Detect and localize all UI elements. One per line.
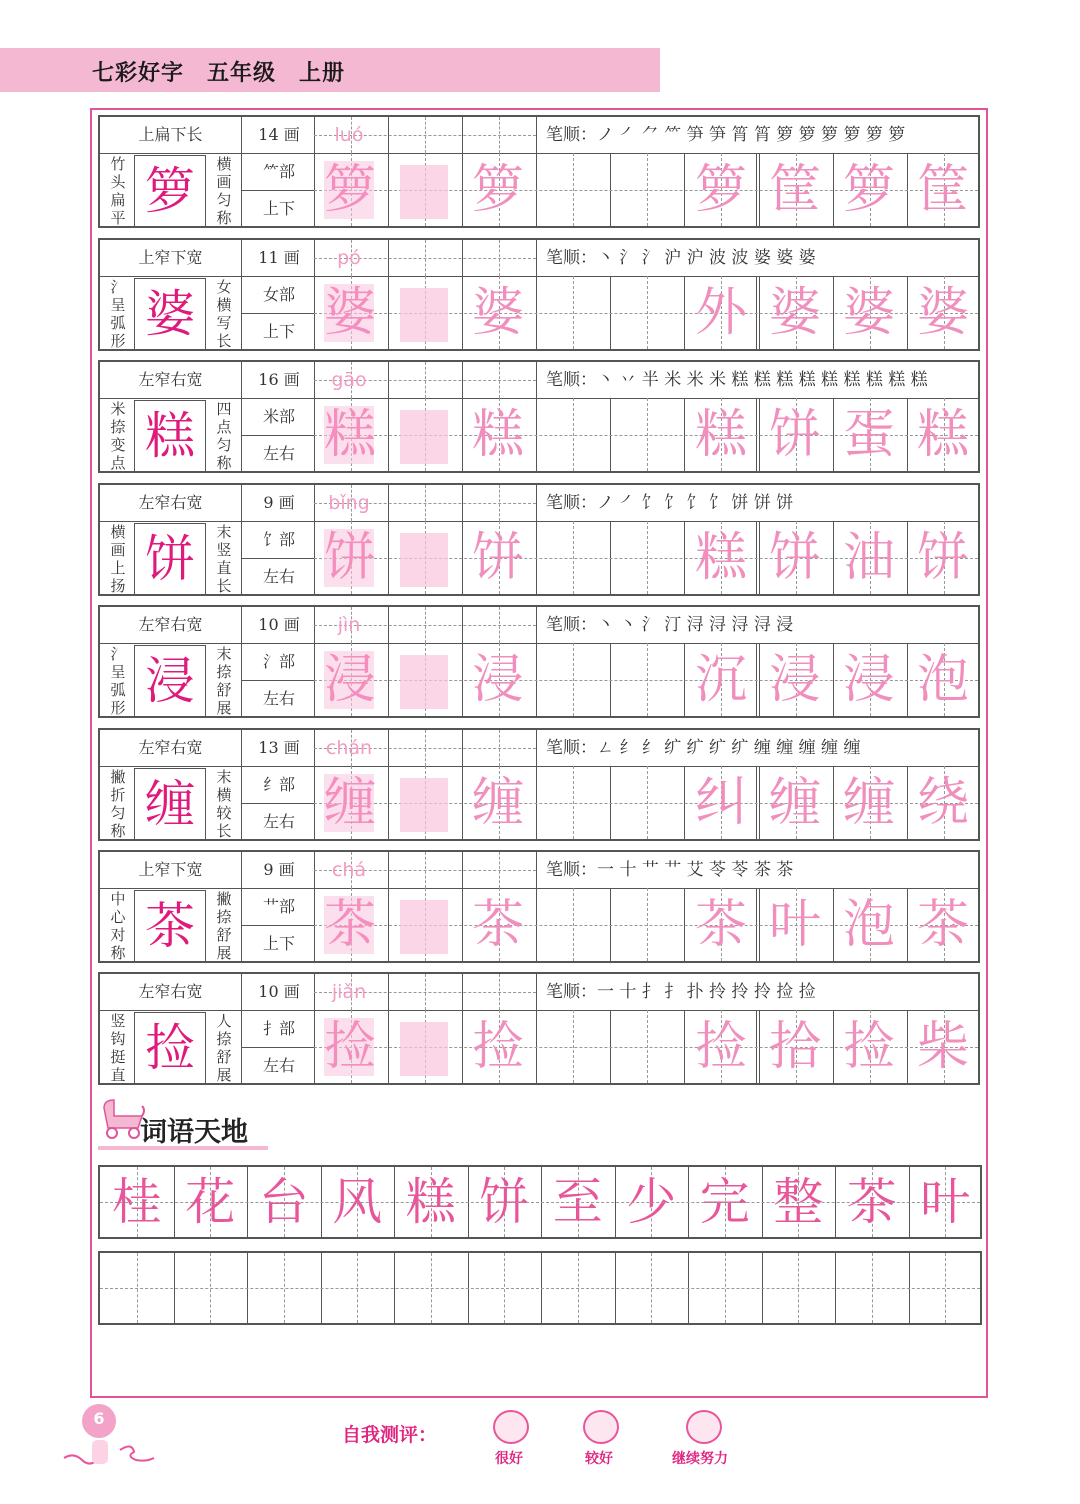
word-char: 糕 <box>916 405 969 465</box>
outline-char: 婆 <box>471 283 524 343</box>
outline-char: 饼 <box>471 528 524 588</box>
layout-type: 上下 <box>262 934 295 953</box>
word-char: 饼 <box>916 528 969 588</box>
rating-keep-trying: 继续努力 <box>672 1451 728 1467</box>
left-tip: 氵呈弧形 <box>110 645 126 717</box>
trace-char: 饼 <box>323 528 376 588</box>
word-char: 糕 <box>694 405 747 465</box>
structure-shape <box>400 1022 448 1076</box>
right-tip: 末竖直长 <box>216 523 232 595</box>
word-char: 沉 <box>694 650 747 710</box>
word-char: 糕 <box>694 528 747 588</box>
stroke-order: 笔顺：丶 氵 氵 沪 沪 波 波 婆 婆 婆 <box>546 248 816 268</box>
word-char: 箩 <box>694 160 747 220</box>
word-char: 泡 <box>916 650 969 710</box>
pinyin: jiǎn <box>331 981 367 1003</box>
right-tip: 撇捺舒展 <box>216 890 232 962</box>
stroke-order: 笔顺：ノ ㇒ 饣 饣 饣 饣 饼 饼 饼 <box>546 493 794 513</box>
right-tip: 横画匀称 <box>216 155 232 227</box>
mushroom-icon <box>60 1436 155 1470</box>
word-char: 叶 <box>768 895 821 955</box>
radical: ⺮部 <box>262 162 295 181</box>
rating-good: 较好 <box>585 1451 613 1467</box>
word-char: 浸 <box>842 650 895 710</box>
word-char: 箩 <box>842 160 895 220</box>
layout-type: 上下 <box>262 199 295 218</box>
face-keep-trying-icon[interactable] <box>686 1410 722 1444</box>
trace-char: 婆 <box>323 283 376 343</box>
trace-char: 捡 <box>323 1017 376 1077</box>
face-very-good-icon[interactable] <box>493 1410 529 1444</box>
word-char: 泡 <box>842 895 895 955</box>
structure-shape <box>400 288 448 342</box>
page-title: 七彩好字 五年级 上册 <box>92 61 346 86</box>
stroke-order: 笔顺：丶 丷 半 米 米 米 糕 糕 糕 糕 糕 糕 糕 糕 糕 <box>546 370 928 390</box>
char-entry-7 <box>98 972 980 1085</box>
structure-label: 左窄右宽 <box>138 738 203 757</box>
word-row-char: 饼 <box>479 1173 530 1231</box>
structure-shape <box>400 533 448 587</box>
word-char: 捡 <box>694 1017 747 1077</box>
model-char: 糕 <box>145 407 195 465</box>
layout-type: 上下 <box>262 322 295 341</box>
trace-char: 缠 <box>323 773 376 833</box>
word-char: 饼 <box>768 405 821 465</box>
structure-label: 左窄右宽 <box>138 615 203 634</box>
radical: 女部 <box>262 285 295 304</box>
char-entry-6 <box>98 850 980 963</box>
pinyin: chá <box>331 859 367 881</box>
word-char: 婆 <box>768 283 821 343</box>
word-row-char: 台 <box>258 1173 309 1231</box>
word-char: 茶 <box>694 895 747 955</box>
word-char: 柴 <box>916 1017 969 1077</box>
stroke-order: 笔顺：ノ ㇒ ⺈ ⺮ 笋 笋 筲 筲 箩 箩 箩 箩 箩 箩 <box>546 125 906 145</box>
outline-char: 茶 <box>471 895 524 955</box>
model-char: 浸 <box>145 652 195 710</box>
word-row-char: 糕 <box>405 1173 456 1231</box>
word-char: 浸 <box>768 650 821 710</box>
pinyin: gāo <box>331 369 367 391</box>
rating-very-good: 很好 <box>495 1451 523 1467</box>
word-row-char: 风 <box>332 1173 383 1231</box>
word-char: 外 <box>694 283 747 343</box>
char-entry-5 <box>98 728 980 841</box>
word-char: 拾 <box>768 1017 821 1077</box>
word-row-char: 茶 <box>846 1173 897 1231</box>
word-char: 饼 <box>768 528 821 588</box>
structure-label: 左窄右宽 <box>138 493 203 512</box>
word-row-char: 桂 <box>111 1173 162 1231</box>
right-tip: 人捺舒展 <box>216 1012 232 1084</box>
right-tip: 四点匀称 <box>216 400 232 472</box>
model-char: 捡 <box>145 1019 195 1077</box>
word-char: 茶 <box>916 895 969 955</box>
left-tip: 撇折匀称 <box>110 768 126 840</box>
word-row-char: 少 <box>626 1173 677 1231</box>
outline-char: 浸 <box>471 650 524 710</box>
radical: 扌部 <box>262 1019 295 1038</box>
word-char: 缠 <box>842 773 895 833</box>
word-row-filled <box>98 1165 982 1239</box>
stroke-count: 9 画 <box>263 860 295 879</box>
outline-char: 糕 <box>471 405 524 465</box>
structure-label: 左窄右宽 <box>138 370 203 389</box>
layout-type: 左右 <box>262 689 295 708</box>
radical: 氵部 <box>262 652 295 671</box>
char-entry-1 <box>98 238 980 351</box>
self-eval-label: 自我测评： <box>342 1424 438 1446</box>
structure-label: 上窄下宽 <box>138 860 203 879</box>
trace-char: 浸 <box>323 650 376 710</box>
pinyin: jìn <box>337 614 361 636</box>
right-tip: 末捺舒展 <box>216 645 232 717</box>
stroke-order: 笔顺：丶 丶 氵 汀 浔 浔 浔 浔 浸 <box>546 615 794 635</box>
right-tip: 女横写长 <box>216 278 232 350</box>
radical: 饣部 <box>262 530 295 549</box>
char-entry-0 <box>98 115 980 228</box>
structure-shape <box>400 165 448 219</box>
word-row-char: 完 <box>699 1173 750 1231</box>
structure-label: 上扁下长 <box>138 125 203 144</box>
stroke-order: 笔顺：ㄥ 纟 纟 纩 纩 纩 纩 缠 缠 缠 缠 缠 <box>546 738 861 758</box>
outline-char: 箩 <box>471 160 524 220</box>
stroke-count: 13 画 <box>258 738 300 757</box>
stroke-count: 14 画 <box>258 125 300 144</box>
stroller-icon <box>98 1098 146 1140</box>
right-tip: 末横较长 <box>216 768 232 840</box>
structure-label: 左窄右宽 <box>138 982 203 1001</box>
layout-type: 左右 <box>262 812 295 831</box>
model-char: 饼 <box>145 530 195 588</box>
layout-type: 左右 <box>262 444 295 463</box>
radical: 纟部 <box>262 775 295 794</box>
page-number: 6 <box>82 1404 116 1438</box>
trace-char: 茶 <box>323 895 376 955</box>
radical: 米部 <box>262 407 295 426</box>
word-row-char: 叶 <box>920 1173 971 1231</box>
structure-shape <box>400 778 448 832</box>
pinyin: chán <box>325 737 373 759</box>
char-entry-4 <box>98 605 980 718</box>
left-tip: 米捺变点 <box>110 400 126 472</box>
outline-char: 捡 <box>471 1017 524 1077</box>
word-char: 捡 <box>842 1017 895 1077</box>
outline-char: 缠 <box>471 773 524 833</box>
structure-shape <box>400 655 448 709</box>
layout-type: 左右 <box>262 1056 295 1075</box>
word-char: 婆 <box>842 283 895 343</box>
word-char: 缠 <box>768 773 821 833</box>
word-char: 油 <box>842 528 895 588</box>
section-title: 词语天地 <box>140 1117 248 1148</box>
word-row-char: 花 <box>185 1173 236 1231</box>
pinyin: bǐng <box>328 492 370 514</box>
stroke-count: 11 画 <box>258 248 300 267</box>
char-entry-2 <box>98 360 980 473</box>
pinyin: pó <box>337 247 361 269</box>
word-char: 纠 <box>694 773 747 833</box>
trace-char: 箩 <box>323 160 376 220</box>
left-tip: 横画上扬 <box>110 523 126 595</box>
structure-shape <box>400 410 448 464</box>
left-tip: 氵呈弧形 <box>110 278 126 350</box>
layout-type: 左右 <box>262 567 295 586</box>
word-row-char: 整 <box>773 1173 824 1231</box>
model-char: 箩 <box>145 162 195 220</box>
stroke-order: 笔顺：一 十 扌 扌 扑 拎 拎 拎 捡 捡 <box>546 982 816 1002</box>
left-tip: 竖钩挺直 <box>110 1012 126 1084</box>
stroke-count: 9 画 <box>263 493 295 512</box>
model-char: 缠 <box>145 775 195 833</box>
stroke-order: 笔顺：一 十 艹 艹 艾 苓 苓 茶 茶 <box>546 860 794 880</box>
trace-char: 糕 <box>323 405 376 465</box>
left-tip: 中心对称 <box>110 890 126 962</box>
structure-label: 上窄下宽 <box>138 248 203 267</box>
word-char: 绕 <box>916 773 969 833</box>
model-char: 婆 <box>145 285 195 343</box>
word-char: 筐 <box>916 160 969 220</box>
stroke-count: 16 画 <box>258 370 300 389</box>
stroke-count: 10 画 <box>258 615 300 634</box>
stroke-count: 10 画 <box>258 982 300 1001</box>
structure-shape <box>400 900 448 954</box>
word-row-char: 至 <box>552 1173 603 1231</box>
model-char: 茶 <box>145 897 195 955</box>
radical: 艹部 <box>262 897 295 916</box>
word-row-blank[interactable] <box>98 1251 982 1325</box>
char-entry-3 <box>98 483 980 596</box>
left-tip: 竹头扁平 <box>110 155 126 227</box>
face-good-icon[interactable] <box>583 1410 619 1444</box>
pinyin: luó <box>334 124 364 146</box>
word-char: 婆 <box>916 283 969 343</box>
word-char: 蛋 <box>842 405 895 465</box>
word-char: 筐 <box>768 160 821 220</box>
